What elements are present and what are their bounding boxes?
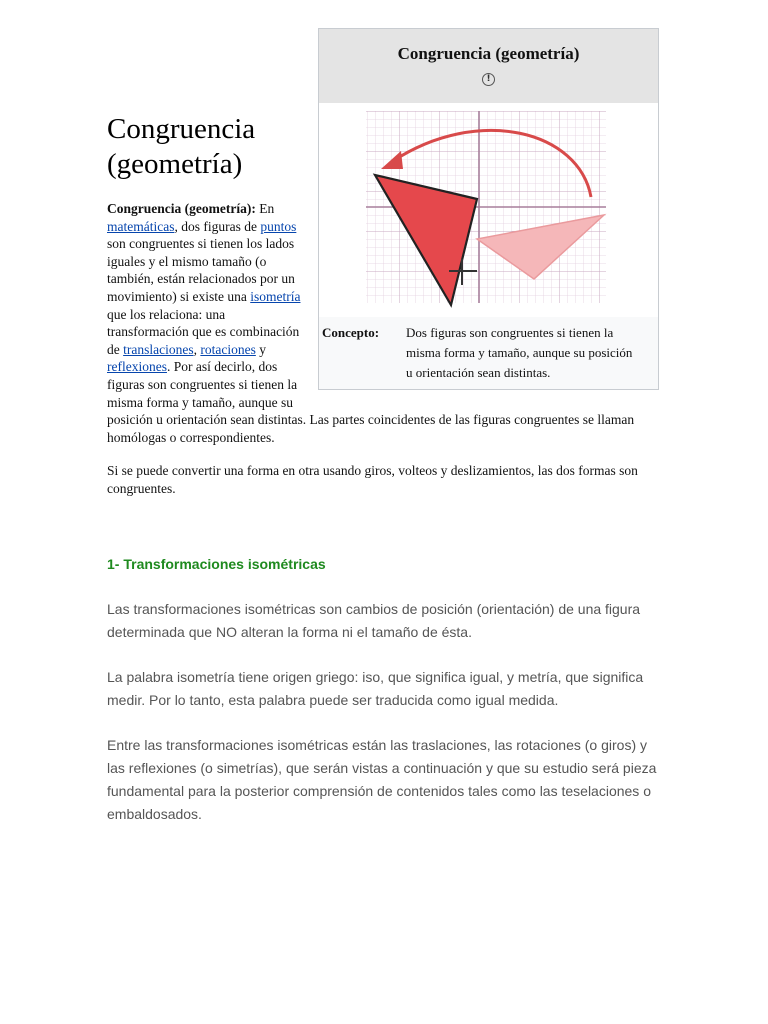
- infobox-header: [319, 29, 658, 103]
- bold-term: Congruencia (geometría):: [107, 201, 256, 216]
- infobox-title: Congruencia (geometría): [397, 44, 580, 63]
- info-icon[interactable]: !: [482, 73, 495, 86]
- link-reflexiones[interactable]: reflexiones: [107, 359, 167, 375]
- link-puntos[interactable]: puntos: [260, 218, 297, 234]
- paragraph-2: Si se puede convertir una forma en otra usando giros, volteos y deslizamientos, las dos formas son congruentes.: [107, 463, 638, 497]
- section-paragraph-2: La palabra isometría tiene origen griego: iso, que significa igual, y metría, que significa medir. Por lo tanto, esta palabra puede ser traducida como igual medida.: [107, 669, 644, 709]
- link-isometria[interactable]: isometría: [250, 288, 301, 304]
- link-translaciones[interactable]: translaciones: [123, 341, 194, 357]
- infobox-row-concepto: [319, 317, 658, 389]
- link-rotaciones[interactable]: rotaciones: [200, 341, 256, 357]
- section-paragraph-1: Las transformaciones isométricas son cambios de posición (orientación) de una figura determinada que NO alteran la forma ni el tamaño de ésta.: [107, 601, 641, 641]
- link-matematicas[interactable]: matemáticas: [107, 218, 175, 234]
- lead-paragraph: Congruencia (geometría): En matemáticas, dos figuras de puntos son congruentes si tienen los lados iguales y el mismo tamaño (o también, están relacionados por un movimiento) si existe una isometría que los relaciona: una transformación que es combinación de translaciones, rotaciones y reflexiones. Por así decirlo, dos figuras son congruentes si tienen la misma forma y tamaño, aunque su posición u orientación sean distintas. Las partes coincidentes de las figuras congruentes se llaman homólogas o correspondientes.: [107, 201, 635, 445]
- section-heading: 1- Transformaciones isométricas: [107, 556, 326, 573]
- section-paragraph-3: Entre las transformaciones isométricas están las traslaciones, las rotaciones (o giros) y las reflexiones (o simetrías), que serán vistas a continuación y que su estudio será pieza fundamental para la posterior comprensión de contenidos tales como las teselaciones o embaldosados.: [107, 737, 657, 823]
- infobox-image[interactable]: [319, 103, 658, 317]
- page-title: Congruencia (geometría): [107, 113, 256, 180]
- row-value: Dos figuras son congruentes si tienen la misma forma y tamaño, aunque su posición u orientación sean distintas.: [406, 325, 633, 380]
- row-label: Concepto:: [322, 325, 380, 340]
- infobox: [318, 28, 659, 390]
- rotation-diagram: [359, 111, 614, 311]
